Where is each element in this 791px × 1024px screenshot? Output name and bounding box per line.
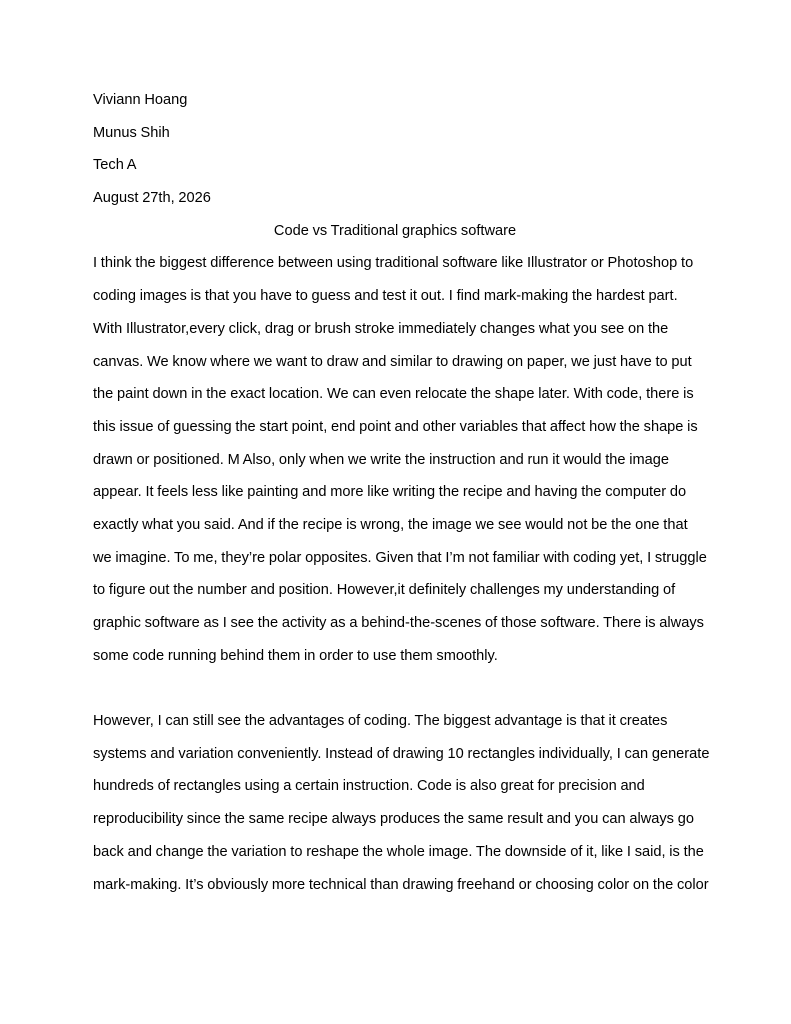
paragraph-spacer <box>93 680 703 713</box>
paragraph-line: exactly what you said. And if the recipe is wrong, the image we see would not be the one that <box>93 516 688 533</box>
document-date: August 27th, 2026 <box>93 190 211 207</box>
paragraph-line: graphic software as I see the activity as a behind-the-scenes of those software. There is always <box>93 615 704 631</box>
paragraph-line: appear. It feels less like painting and more like writing the recipe and having the computer do <box>93 484 687 501</box>
paragraph-line: drawn or positioned. M Also, only when we write the instruction and run it would the image <box>93 451 670 468</box>
author-name: Viviann Hoang <box>93 92 188 108</box>
paragraph-line: systems and variation conveniently. Instead of drawing 10 rectangles individually, I can generate <box>93 745 710 762</box>
paragraph-2 <box>93 713 710 909</box>
paragraph-line: we imagine. To me, they’re polar opposites. Given that I’m not familiar with coding yet, I struggle <box>93 549 707 566</box>
paragraph-line: However, I can still see the advantages of coding. The biggest advantage is that it creates <box>93 713 668 730</box>
paragraph-line: hundreds of rectangles using a certain instruction. Code is also great for precision and <box>93 778 645 795</box>
paragraph-line: canvas. We know where we want to draw and similar to drawing on paper, we just have to put <box>93 353 692 370</box>
paragraph-1 <box>93 255 707 680</box>
paragraph-line: With Illustrator,every click, drag or brush stroke immediately changes what you see on the <box>93 320 669 337</box>
paragraph-line: the paint down in the exact location. We can even relocate the shape later. With code, there is <box>93 386 694 403</box>
paragraph-line: some code running behind them in order to use them smoothly. <box>93 647 498 664</box>
paragraph-line: to figure out the number and position. However,it definitely challenges my understanding of <box>93 582 676 599</box>
instructor-name: Munus Shih <box>93 124 170 141</box>
paragraph-line: this issue of guessing the start point, end point and other variables that affect how the shape is <box>93 418 698 435</box>
document-body <box>93 92 710 909</box>
paragraph-line: coding images is that you have to guess and test it out. I find mark-making the hardest part. <box>93 288 678 305</box>
paragraph-line: reproducibility since the same recipe always produces the same result and you can always go <box>93 811 694 828</box>
paragraph-line: I think the biggest difference between using traditional software like Illustrator or Photoshop to <box>93 255 694 272</box>
document-title: Code vs Traditional graphics software <box>273 222 517 239</box>
course-name: Tech A <box>93 157 137 174</box>
paragraph-line: mark-making. It’s obviously more technical than drawing freehand or choosing color on the color <box>93 876 709 893</box>
paragraph-line: back and change the variation to reshape the whole image. The downside of it, like I said, is the <box>93 843 704 860</box>
